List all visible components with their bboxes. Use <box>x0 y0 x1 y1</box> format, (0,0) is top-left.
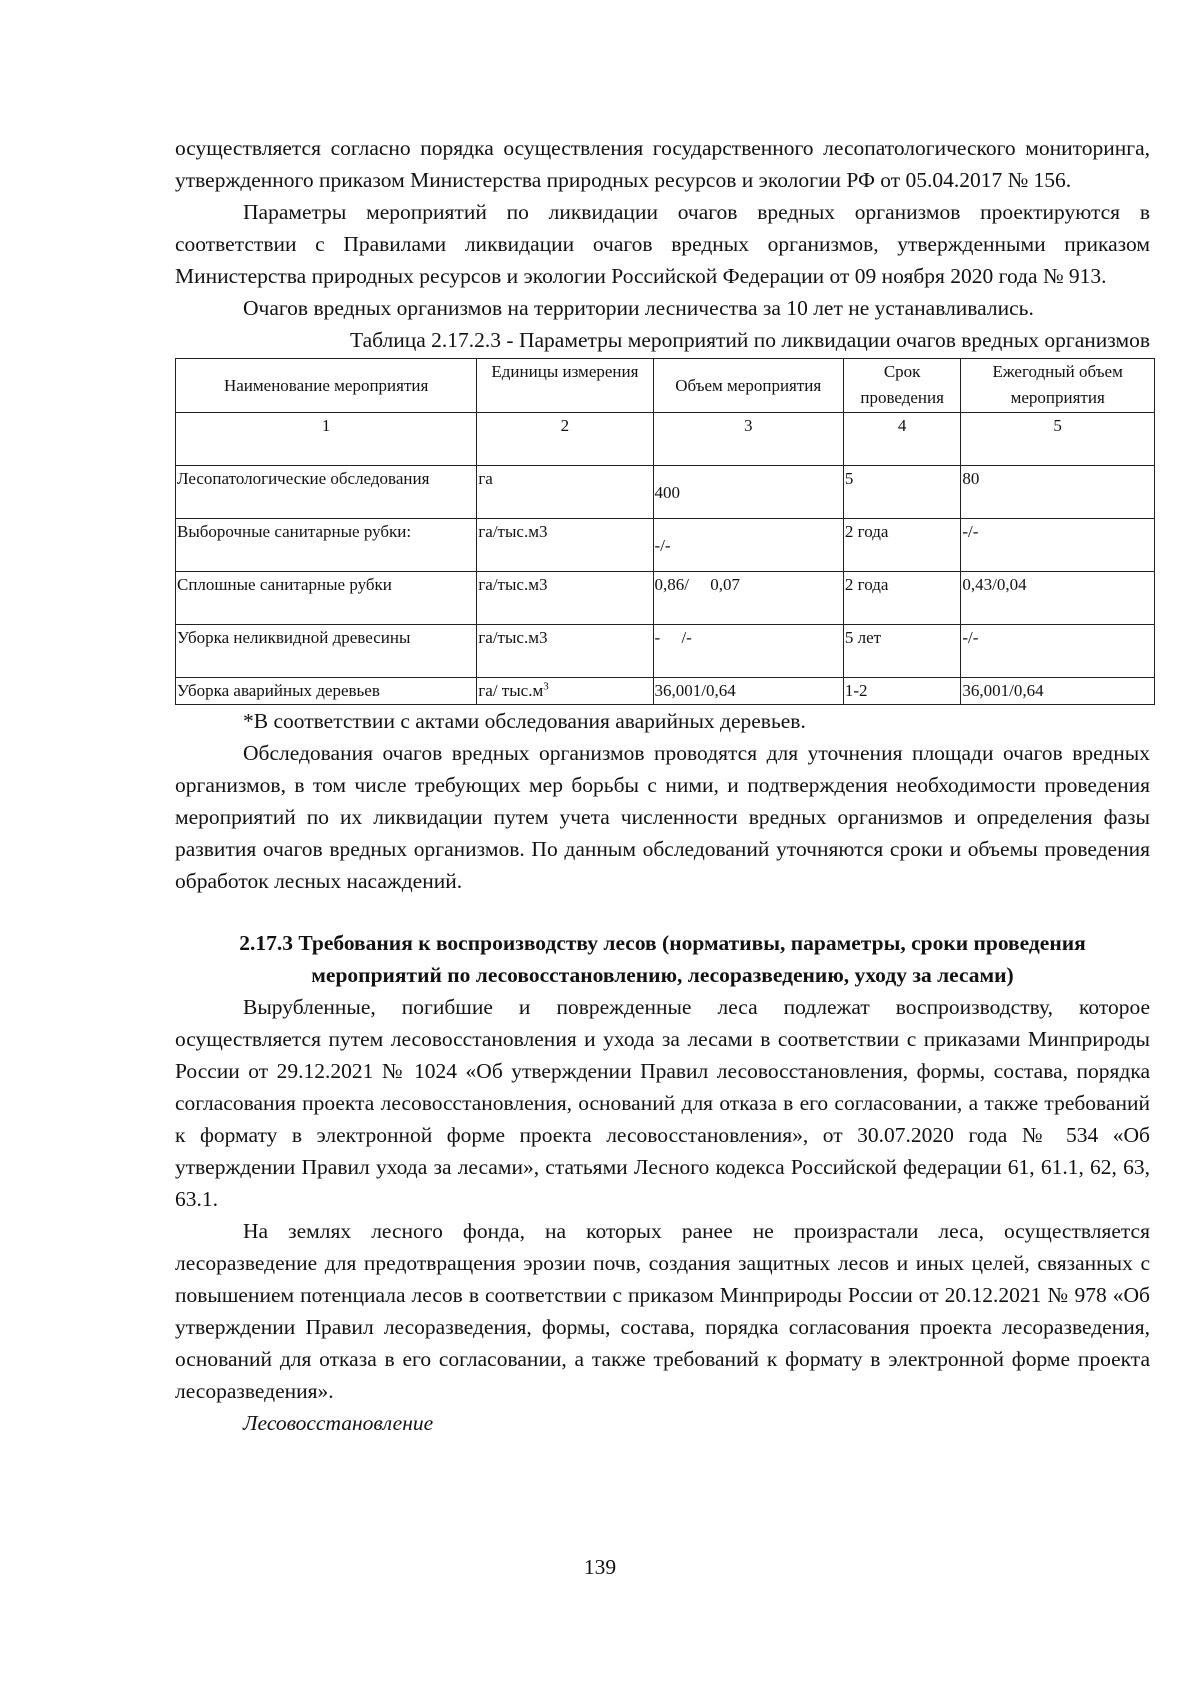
unit-superscript: 3 <box>543 680 549 693</box>
table-cell-unit <box>477 678 653 705</box>
paragraph-reproduction: Вырубленные, погибшие и поврежденные леса подлежат воспроизводству, которое осуществляется путем лесовосстановления и ухода за лесами в соответствии с приказами Минприроды России от 29.12.2021 № 1024 «Об утверждении Правил лесовосстановления, формы, состава, порядка согласования проекта лесовосстановления, оснований для отказа в его согласовании, а также требований к формату в электронной форме проекта лесовосстановления», от 30.07.2020 года № 534 «Об утверждении Правил ухода за лесами», статьями Лесного кодекса Российской федерации 61, 61.1, 62, 63, 63.1. <box>175 995 1150 1211</box>
table-note: *В соответствии с актами обследования аварийных деревьев. <box>243 709 806 733</box>
paragraph-surveys: Обследования очагов вредных организмов проводятся для уточнения площади очагов вредных организмов, в том числе требующих мер борьбы с ними, и подтверждения необходимости проведения мероприятий по их ликвидации путем учета численности вредных организмов и определения фазы развития очагов вредных организмов. По данным обследований уточняются сроки и объемы проведения обработок лесных насаждений. <box>175 741 1150 893</box>
table-cell: Уборка аварийных деревьев <box>176 678 477 705</box>
table-cell-wrap <box>653 519 843 572</box>
table-cell: Лесопатологические обследования <box>176 466 477 519</box>
column-number: 2 <box>477 413 653 466</box>
paragraph-afforestation: На землях лесного фонда, на которых ранее не произрастали леса, осуществляется лесоразведение для предотвращения эрозии почв, создания защитных лесов и иных целей, связанных с повышением потенциала лесов в соответствии с приказом Минприроды России от 20.12.2021 № 978 «Об утверждении Правил лесоразведения, формы, состава, порядка согласования проекта лесоразведения, оснований для отказа в его согласовании, а также требований к формату в электронной форме проекта лесоразведения». <box>175 1219 1150 1403</box>
table-row <box>176 678 1155 705</box>
unit-text: га/ тыс.м <box>478 681 544 700</box>
table-cell: -/- <box>654 536 671 555</box>
table-cell: 36,001/0,64 <box>653 678 843 705</box>
measures-table <box>175 358 1155 705</box>
table-cell: 80 <box>961 466 1155 519</box>
table-cell: га/тыс.м3 <box>477 625 653 678</box>
table-cell: 5 лет <box>843 625 960 678</box>
header-cell: Наименование мероприятия <box>176 359 477 413</box>
paragraph-parameters: Параметры мероприятий по ликвидации очагов вредных организмов проектируются в соответствии с Правилами ликвидации очагов вредных организмов, утвержденными приказом Министерства природных ресурсов и экологии Российской Федерации от 09 ноября 2020 года № 913. <box>175 200 1150 288</box>
column-number: 3 <box>653 413 843 466</box>
table-cell: -/- <box>961 519 1155 572</box>
table-cell: 5 <box>843 466 960 519</box>
table-cell: 400 <box>654 483 681 502</box>
table-row <box>176 466 1155 519</box>
column-number: 4 <box>843 413 960 466</box>
table-row <box>176 625 1155 678</box>
table-cell: га/тыс.м3 <box>477 519 653 572</box>
table-cell: Сплошные санитарные рубки <box>176 572 477 625</box>
table-cell: 36,001/0,64 <box>961 678 1155 705</box>
table-cell: 0,43/0,04 <box>961 572 1155 625</box>
header-cell: Срок проведения <box>843 359 960 413</box>
document-page <box>175 132 1150 1439</box>
header-cell: Объем мероприятия <box>653 359 843 413</box>
table-number-row <box>176 413 1155 466</box>
table-cell-wrap <box>653 466 843 519</box>
table-cell: 0,86/ 0,07 <box>653 572 843 625</box>
table-cell: 1-2 <box>843 678 960 705</box>
subheading-reforestation: Лесовосстановление <box>243 1411 434 1435</box>
section-heading: 2.17.3 Требования к воспроизводству лесов (нормативы, параметры, сроки проведения мероприятий по лесовосстановлению, лесоразведению, уходу за лесами) <box>239 931 1086 987</box>
table-cell: - /- <box>653 625 843 678</box>
table-row <box>176 572 1155 625</box>
table-cell: га <box>477 466 653 519</box>
header-cell: Ежегодный объем мероприятия <box>961 359 1155 413</box>
table-caption: Таблица 2.17.2.3 - Параметры мероприятий по ликвидации очагов вредных организмов <box>349 328 1150 352</box>
paragraph-no-outbreaks: Очагов вредных организмов на территории лесничества за 10 лет не устанавливались. <box>243 296 1034 320</box>
page-number: 139 <box>583 1555 617 1579</box>
table-cell: га/тыс.м3 <box>477 572 653 625</box>
column-number: 1 <box>176 413 477 466</box>
table-row <box>176 519 1155 572</box>
paragraph-monitoring: осуществляется согласно порядка осуществления государственного лесопатологического мониторинга, утвержденного приказом Министерства природных ресурсов и экологии РФ от 05.04.2017 № 156. <box>175 136 1150 192</box>
table-cell: -/- <box>961 625 1155 678</box>
column-number: 5 <box>961 413 1155 466</box>
table-cell: 2 года <box>843 519 960 572</box>
table-cell: Выборочные санитарные рубки: <box>176 519 477 572</box>
table-cell: 2 года <box>843 572 960 625</box>
table-header-row <box>176 359 1155 413</box>
table-cell: Уборка неликвидной древесины <box>176 625 477 678</box>
header-cell: Единицы измерения <box>477 359 653 413</box>
